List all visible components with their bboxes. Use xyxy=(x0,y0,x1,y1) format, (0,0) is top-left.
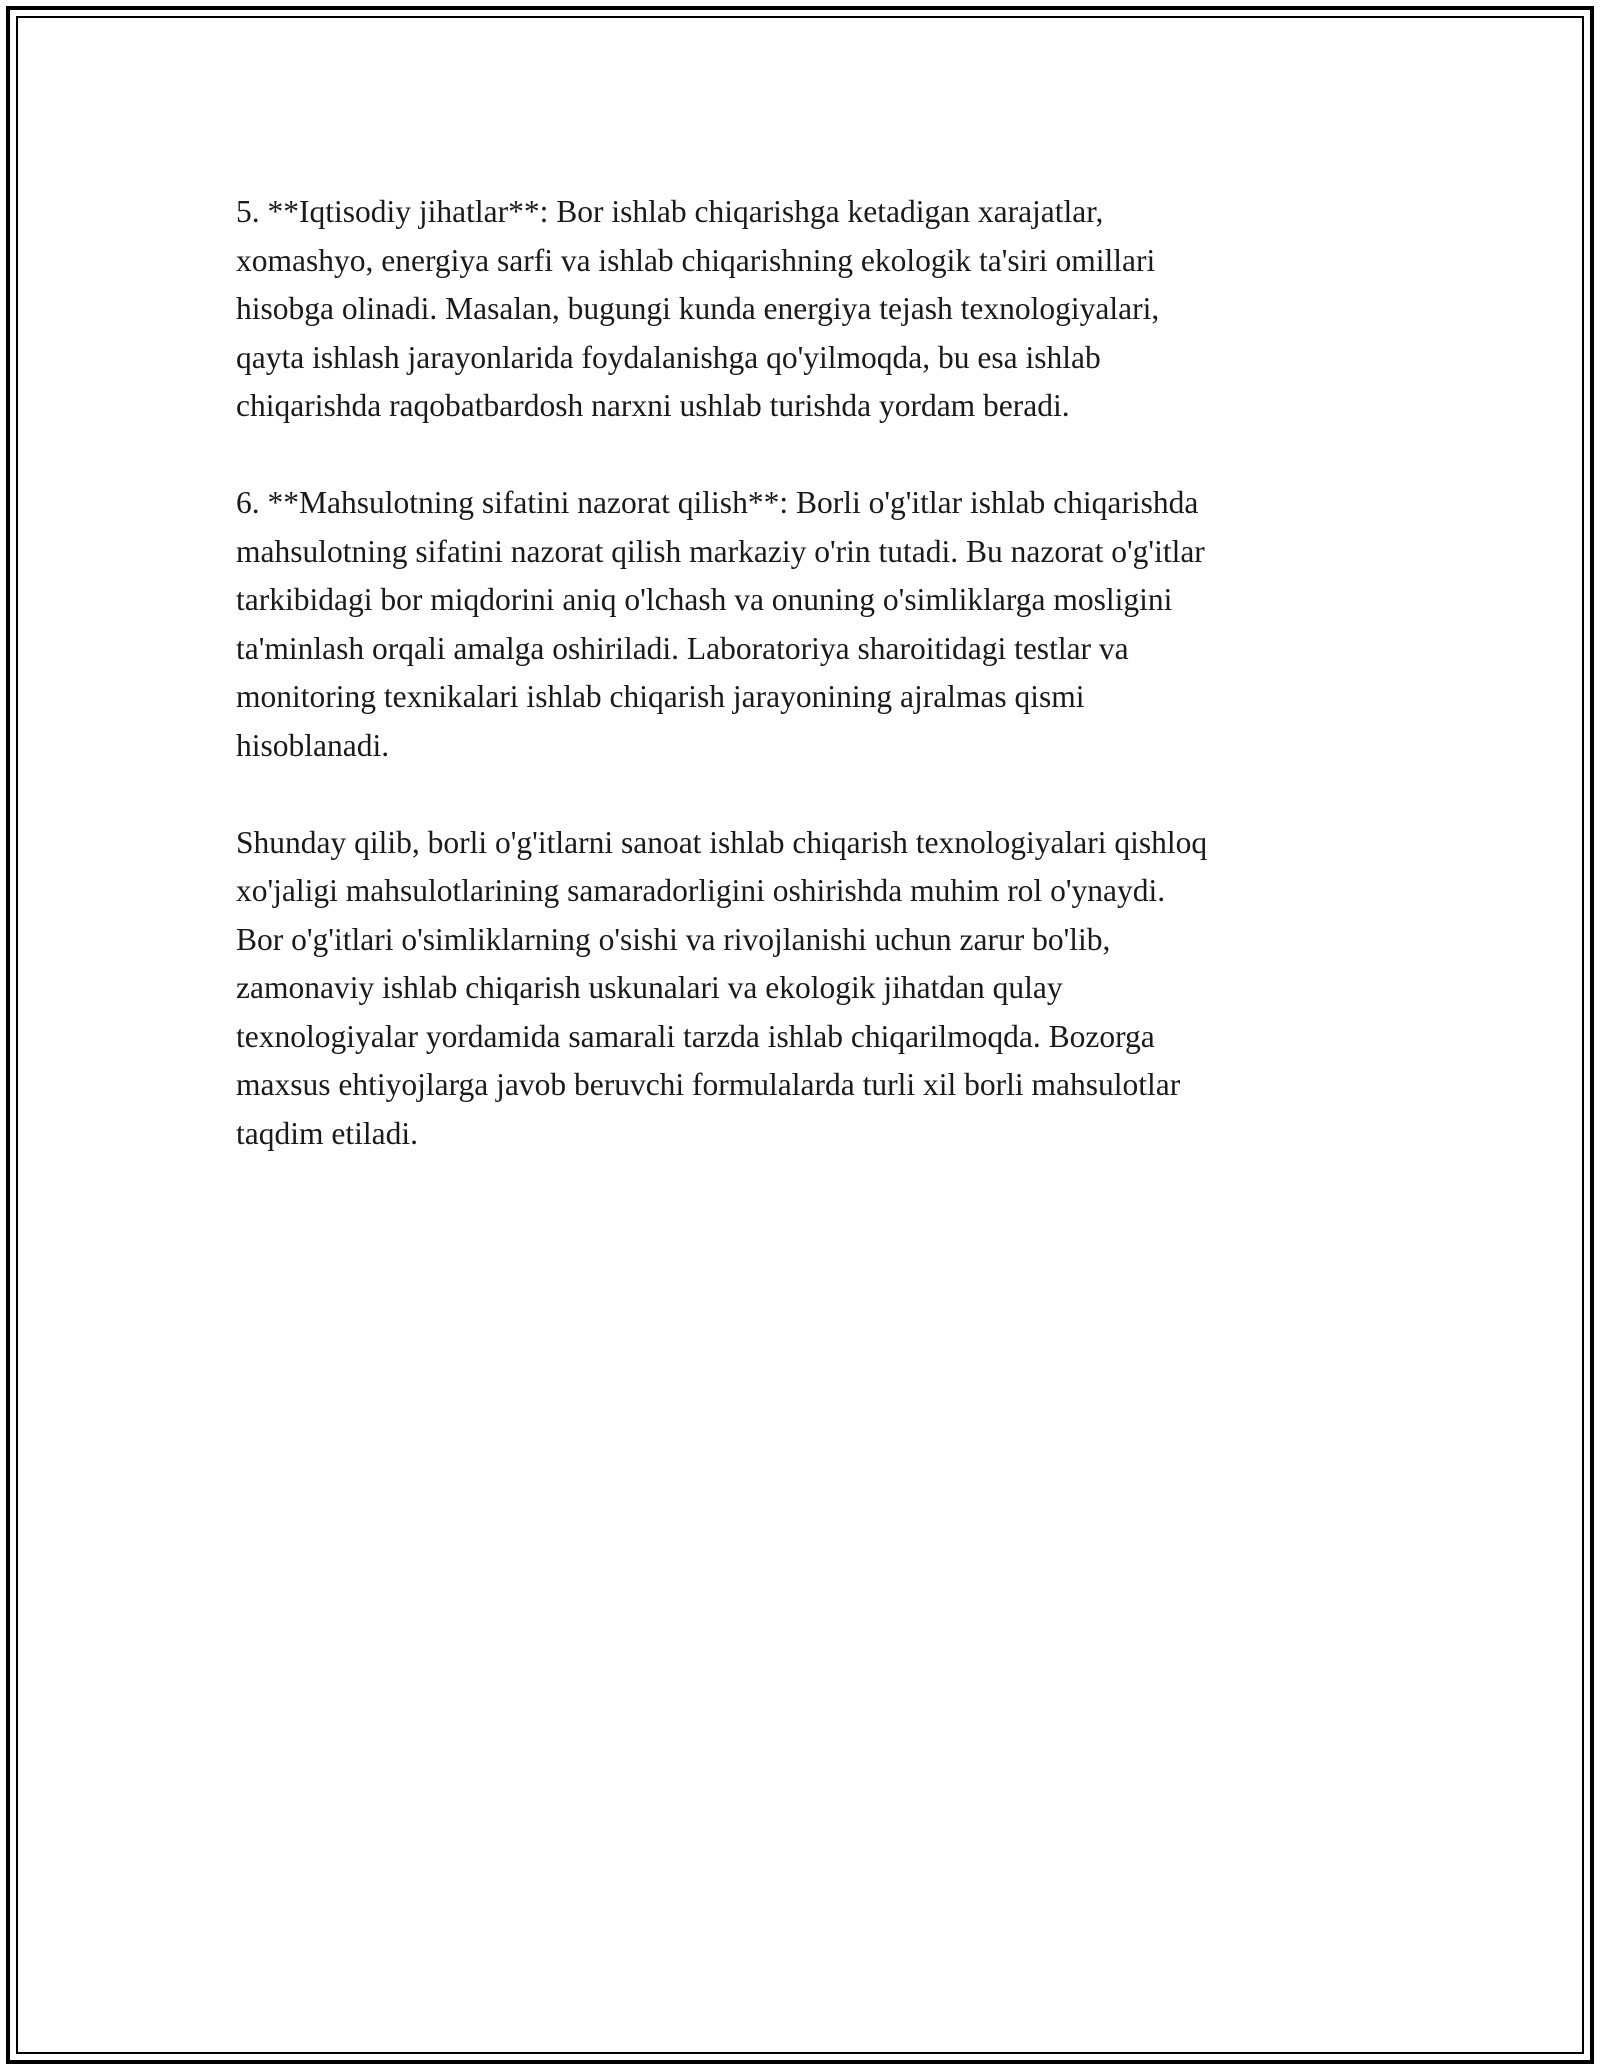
paragraph-economic-aspects: 5. **Iqtisodiy jihatlar**: Bor ishlab chiqarishga ketadigan xarajatlar, xomashyo, energiya sarfi va ishlab chiqarishning ekologik ta'siri omillari hisobga olinadi. Masalan, bugungi kunda energiya tejash texnologiyalari, qayta ishlash jarayonlarida foydalanishga qo'yilmoqda, bu esa ishlab chiqarishda raqobatbardosh narxni ushlab turishda yordam beradi. xyxy=(236,194,1160,423)
paragraph-quality-control: 6. **Mahsulotning sifatini nazorat qilish**: Borli o'g'itlar ishlab chiqarishda mahsulotning sifatini nazorat qilish markaziy o'rin tutadi. Bu nazorat o'g'itlar tarkibidagi bor miqdorini aniq o'lchash va onuning o'simliklarga mosligini ta'minlash orqali amalga oshiriladi. Laboratoriya sharoitidagi testlar va monitoring texnikalari ishlab chiqarish jarayonining ajralmas qismi hisoblanadi. xyxy=(236,485,1205,763)
paragraph-conclusion: Shunday qilib, borli o'g'itlarni sanoat ishlab chiqarish texnologiyalari qishloq xo'jaligi mahsulotlarining samaradorligini oshirishda muhim rol o'ynaydi. Bor o'g'itlari o'simliklarning o'sishi va rivojlanishi uchun zarur bo'lib, zamonaviy ishlab chiqarish uskunalari va ekologik jihatdan qulay texnologiyalar yordamida samarali tarzda ishlab chiqarilmoqda. Bozorga maxsus ehtiyojlarga javob beruvchi formulalarda turli xil borli mahsulotlar taqdim etiladi. xyxy=(236,824,1208,1151)
document-body xyxy=(236,188,1376,1207)
